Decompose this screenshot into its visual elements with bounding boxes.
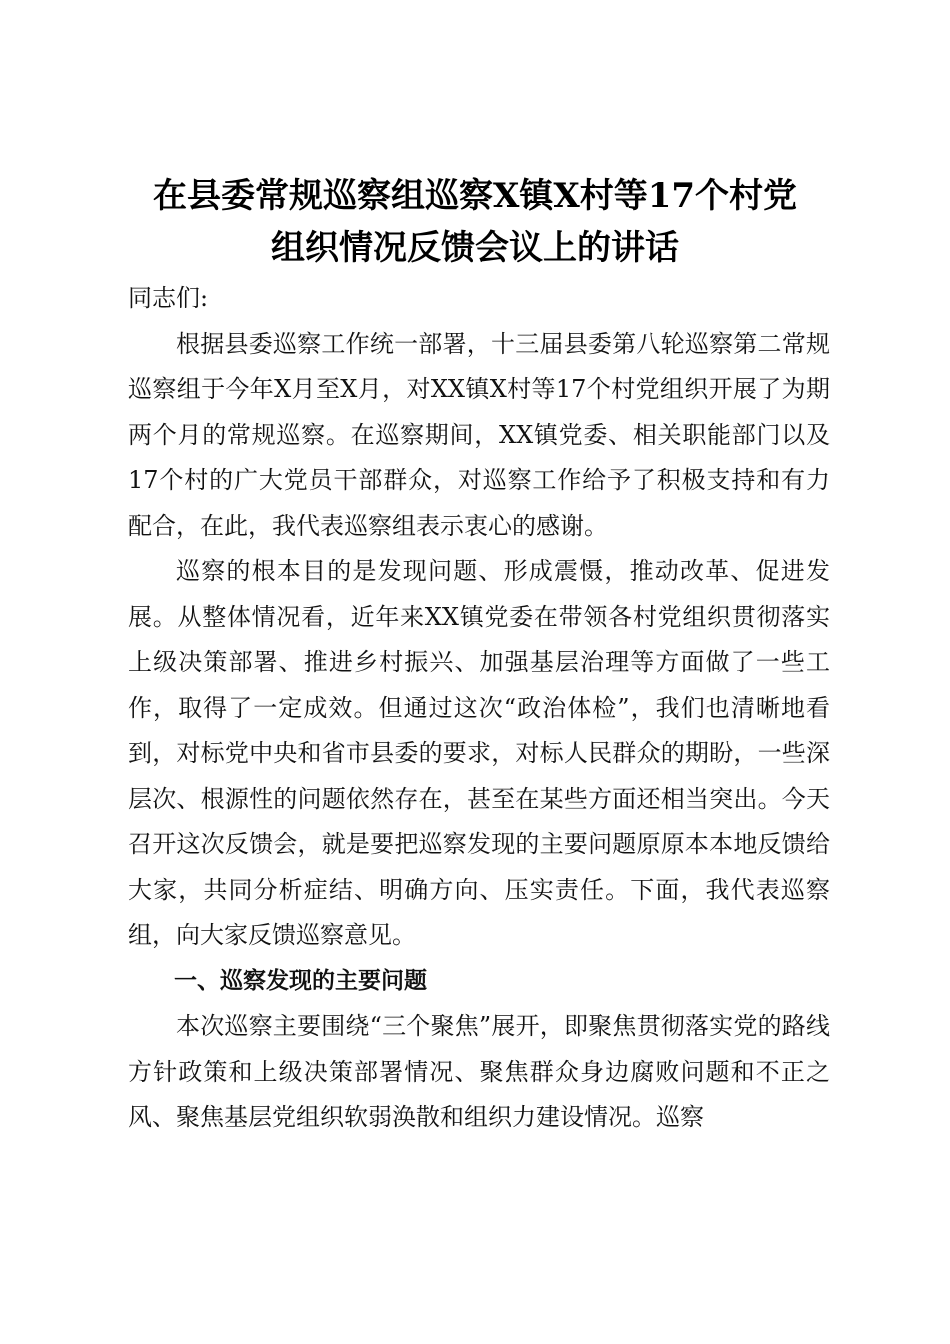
paragraph-purpose: 巡察的根本目的是发现问题、形成震慑，推动改革、促进发展。从整体情况看，近年来XX镇党委在带领各村党组织贯彻落实上级决策部署、推进乡村振兴、加强基层治理等方面做了一些工作，取得了一定成效。但通过这次“政治体检”，我们也清晰地看到，对标党中央和省市县委的要求，对标人民群众的期盼，一些深层次、根源性的问题依然存在，甚至在某些方面还相当突出。今天召开这次反馈会，就是要把巡察发现的主要问题原原本本地反馈给大家，共同分析症结、明确方向、压实责任。下面，我代表巡察组，向大家反馈巡察意见。 — [128, 557, 830, 949]
title-line-2: 组织情况反馈会议上的讲话 — [271, 228, 679, 268]
paragraph-intro: 根据县委巡察工作统一部署，十三届县委第八轮巡察第二常规巡察组于今年X月至X月，对XX镇X村等17个村党组织开展了为期两个月的常规巡察。在巡察期间，XX镇党委、相关职能部门以及17个村的广大党员干部群众，对巡察工作给予了积极支持和有力配合，在此，我代表巡察组表示衷心的感谢。 — [128, 329, 830, 540]
document-title — [110, 170, 840, 274]
title-line-1: 在县委常规巡察组巡察X镇X村等17个村党 — [152, 176, 798, 216]
paragraph-section-1: 本次巡察主要围绕“三个聚焦”展开，即聚焦贯彻落实党的路线方针政策和上级决策部署情况、聚焦群众身边腐败问题和不正之风、聚焦基层党组织软弱涣散和组织力建设情况。巡察 — [128, 1012, 830, 1131]
salutation: 同志们: — [128, 284, 209, 312]
document-body — [128, 276, 830, 1141]
section-heading: 一、巡察发现的主要问题 — [174, 967, 427, 994]
